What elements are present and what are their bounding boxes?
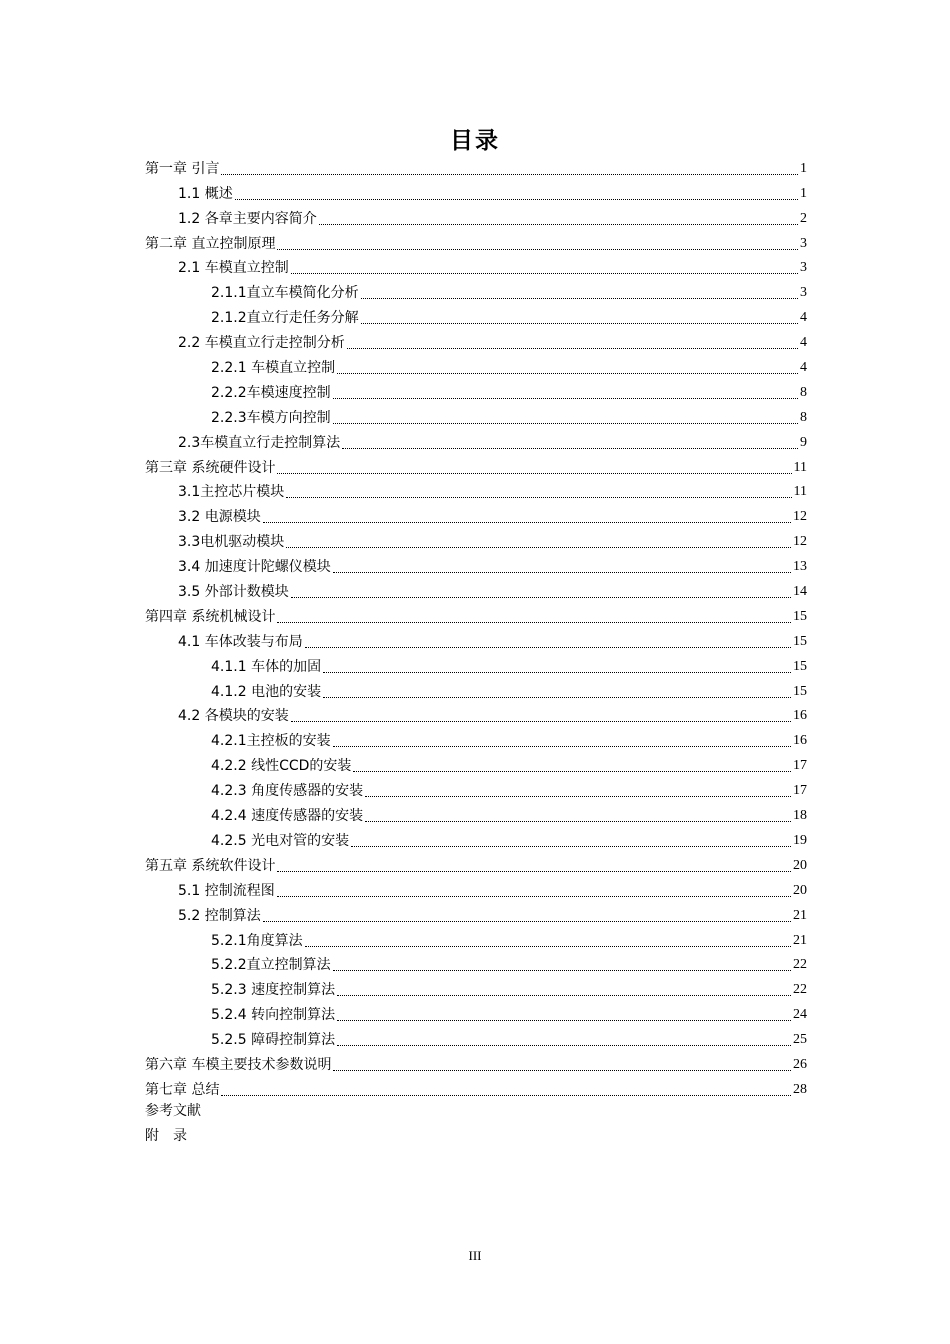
toc-entry-page: 8 [800,384,807,400]
toc-entry-page: 22 [793,982,807,998]
toc-entry[interactable] [145,1025,807,1050]
toc-entry[interactable] [145,951,807,976]
toc-entry-page: 3 [800,260,807,276]
toc-entry-title: 3.4 加速度计陀螺仪模块 [178,559,331,576]
toc-entry[interactable] [145,826,807,851]
toc-entry[interactable] [145,229,807,254]
toc-entry-page: 17 [793,758,807,774]
dot-leader [291,596,791,598]
toc-entry-title: 5.2.4 转向控制算法 [211,1007,336,1024]
toc-entry[interactable] [145,378,807,403]
toc-entry-title: 5.2.2直立控制算法 [211,957,331,974]
dot-leader [263,521,791,523]
toc-entry[interactable] [145,876,807,901]
toc-entry[interactable] [145,702,807,727]
toc-entry-page: 9 [800,434,807,450]
toc-entry-title: 5.2.3 速度控制算法 [211,982,336,999]
toc-entry[interactable] [145,652,807,677]
dot-leader [277,248,798,250]
toc-entry-title: 5.1 控制流程图 [178,882,275,899]
toc-entry-title: 第一章 引言 [145,160,220,177]
toc-entry-page: 1 [800,185,807,201]
dot-leader [286,546,791,548]
toc-entry-page: 1 [800,160,807,176]
dot-leader [323,671,791,673]
toc-entry[interactable] [145,478,807,503]
toc-entry-title: 5.2.5 障碍控制算法 [211,1032,336,1049]
toc-entry-page: 4 [800,360,807,376]
toc-entry-title: 2.2.2车模速度控制 [211,384,331,401]
dot-leader [277,895,791,897]
dot-leader [337,372,798,374]
toc-entry-title: 2.3车模直立行走控制算法 [178,434,341,451]
toc-entry-title: 4.2 各模块的安装 [178,708,289,725]
dot-leader [337,1044,791,1046]
toc-entry-page: 4 [800,310,807,326]
dot-leader [286,496,791,498]
toc-entry-page: 3 [800,235,807,251]
page-title: 目录 [450,128,500,154]
toc-entry-title: 4.2.3 角度传感器的安装 [211,783,364,800]
table-of-contents [145,154,807,1150]
toc-entry[interactable] [145,328,807,353]
toc-entry[interactable] [145,851,807,876]
toc-entry-page: 2 [800,210,807,226]
toc-entry-title: 2.1.1直立车模简化分析 [211,285,359,302]
dot-leader [291,720,791,722]
toc-entry[interactable] [145,602,807,627]
dot-leader [353,770,791,772]
toc-entry-page: 25 [793,1032,807,1048]
toc-entry-page: 21 [793,932,807,948]
toc-entry-page: 15 [793,658,807,674]
toc-entry[interactable] [145,1050,807,1075]
dot-leader [235,198,798,200]
toc-extra-entry[interactable]: 附 录 [145,1128,187,1144]
toc-entry-title: 第二章 直立控制原理 [145,235,276,252]
toc-entry[interactable] [145,1075,807,1100]
toc-entry-page: 8 [800,409,807,425]
toc-entry-page: 16 [793,733,807,749]
toc-entry-title: 5.2.1角度算法 [211,932,303,949]
dot-leader [319,223,798,225]
toc-entry-page: 12 [793,509,807,525]
toc-entry-title: 3.1主控芯片模块 [178,484,285,501]
toc-entry-page: 20 [793,857,807,873]
toc-entry-page: 4 [800,335,807,351]
toc-entry-title: 第七章 总结 [145,1081,220,1098]
dot-leader [333,397,798,399]
toc-entry[interactable] [145,751,807,776]
toc-entry[interactable] [145,204,807,229]
toc-entry[interactable] [145,527,807,552]
toc-entry-title: 2.1.2直立行走任务分解 [211,310,359,327]
toc-entry[interactable] [145,577,807,602]
toc-entry-title: 第五章 系统软件设计 [145,857,276,874]
toc-entry-page: 19 [793,832,807,848]
toc-entry-title: 4.2.2 线性CCD的安装 [211,758,352,775]
toc-entry[interactable] [145,353,807,378]
toc-entry[interactable] [145,1000,807,1025]
toc-entry[interactable] [145,552,807,577]
toc-entry-page: 15 [793,608,807,624]
toc-entry-page: 28 [793,1081,807,1097]
toc-entry-title: 1.2 各章主要内容简介 [178,210,317,227]
toc-entry[interactable] [145,254,807,279]
toc-entry-title: 3.3电机驱动模块 [178,534,285,551]
dot-leader [221,1094,791,1096]
toc-entry-title: 第六章 车模主要技术参数说明 [145,1056,332,1073]
dot-leader [333,571,791,573]
toc-entry[interactable] [145,179,807,204]
toc-entry-page: 21 [793,907,807,923]
toc-entry[interactable] [145,901,807,926]
dot-leader [291,272,798,274]
dot-leader [342,447,798,449]
toc-entry-title: 2.2.3车模方向控制 [211,409,331,426]
dot-leader [333,422,798,424]
toc-entry-title: 1.1 概述 [178,185,233,202]
toc-entry-page: 15 [793,683,807,699]
toc-entry-title: 4.2.5 光电对管的安装 [211,832,350,849]
toc-entry-title: 3.2 电源模块 [178,509,261,526]
toc-entry-title: 第四章 系统机械设计 [145,608,276,625]
dot-leader [221,173,798,175]
dot-leader [337,994,791,996]
toc-entry-page: 24 [793,1007,807,1023]
toc-entry[interactable] [145,677,807,702]
dot-leader [305,646,791,648]
toc-entry[interactable] [145,627,807,652]
dot-leader [305,945,791,947]
toc-entry[interactable] [145,776,807,801]
toc-entry-page: 11 [793,484,807,500]
dot-leader [337,1019,791,1021]
toc-entry-title: 4.1.1 车体的加固 [211,658,322,675]
dot-leader [365,795,791,797]
dot-leader [347,347,798,349]
toc-entry-title: 4.1.2 电池的安装 [211,683,322,700]
dot-leader [361,297,798,299]
toc-entry[interactable] [145,278,807,303]
dot-leader [263,920,791,922]
dot-leader [365,820,791,822]
toc-entry[interactable] [145,801,807,826]
toc-entry-page: 11 [793,459,807,475]
toc-entry-page: 22 [793,957,807,973]
toc-extra-entry[interactable]: 参考文献 [145,1103,201,1119]
toc-entry-title: 2.2.1 车模直立控制 [211,360,336,377]
toc-entry[interactable] [145,403,807,428]
toc-entry-title: 第三章 系统硬件设计 [145,459,276,476]
toc-entry-page: 16 [793,708,807,724]
toc-entry-title: 3.5 外部计数模块 [178,584,289,601]
dot-leader [333,745,791,747]
toc-entry-title: 2.2 车模直立行走控制分析 [178,335,345,352]
toc-entry-title: 2.1 车模直立控制 [178,260,289,277]
toc-entry[interactable] [145,926,807,951]
toc-entry-page: 12 [793,534,807,550]
toc-entry-title: 4.2.4 速度传感器的安装 [211,808,364,825]
toc-entry-page: 3 [800,285,807,301]
toc-entry[interactable] [145,303,807,328]
toc-entry-page: 14 [793,584,807,600]
toc-entry[interactable] [145,154,807,179]
toc-entry-page: 20 [793,882,807,898]
toc-entry[interactable] [145,502,807,527]
toc-entry[interactable] [145,975,807,1000]
dot-leader [333,1069,791,1071]
toc-entry[interactable] [145,428,807,453]
page-number: III [468,1248,482,1263]
toc-entry-title: 4.1 车体改装与布局 [178,633,303,650]
toc-entry-page: 26 [793,1056,807,1072]
dot-leader [361,322,798,324]
toc-entry[interactable] [145,453,807,478]
dot-leader [333,969,791,971]
toc-entry-page: 18 [793,808,807,824]
toc-entry-page: 15 [793,633,807,649]
dot-leader [277,621,791,623]
toc-entry-title: 5.2 控制算法 [178,907,261,924]
toc-entry[interactable] [145,726,807,751]
toc-entry-page: 17 [793,783,807,799]
toc-entry-page: 13 [793,559,807,575]
dot-leader [323,696,791,698]
dot-leader [277,870,791,872]
dot-leader [351,845,791,847]
toc-entry-title: 4.2.1主控板的安装 [211,733,331,750]
dot-leader [277,472,791,474]
